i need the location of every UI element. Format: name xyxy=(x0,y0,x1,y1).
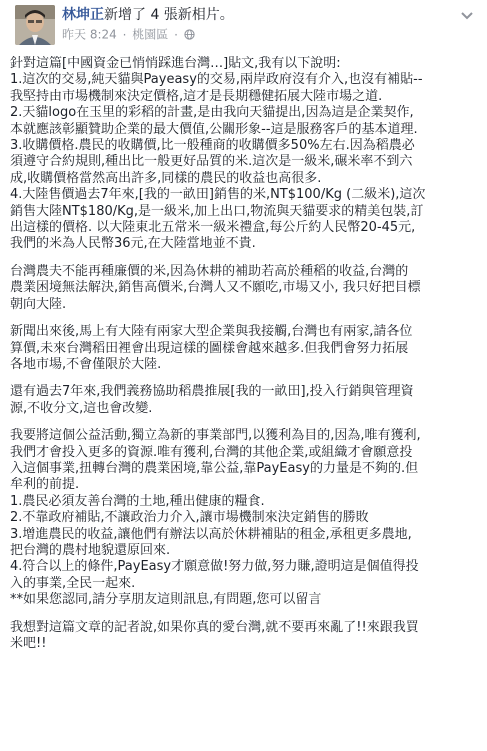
post-paragraph xyxy=(10,264,477,313)
author-line xyxy=(62,6,234,24)
post-text-line: 我要將這個公益活動,獨立為新的事業部門,以獲利為目的,因為,唯有獲利, xyxy=(10,428,421,444)
post-text-line: 1.這次的交易,純天貓與Payeasy的交易,兩岸政府沒有介入,也沒有補貼-- xyxy=(10,72,423,88)
post-text-line: 2.不靠政府補貼,不讓政治力介入,讓市場機制來決定銷售的勝敗 xyxy=(10,510,369,526)
post-text-line: 須遵守合約規則,種出比一般更好品質的米.這次是一級米,碾米率不到六 xyxy=(10,154,413,170)
post-text-line: 各地市場,不會僅限於大陸. xyxy=(10,356,162,372)
post-text-line: 銷售大陸NT$180/Kg,是一級米,加上出口,物流與天貓要求的精美包裝,訂 xyxy=(10,203,424,219)
post-header xyxy=(6,0,481,50)
post-paragraph xyxy=(10,428,477,608)
post-text-line: 米吧!! xyxy=(10,636,47,651)
chevron-down-icon[interactable] xyxy=(459,10,475,22)
post-text-line: 我們的米為人民幣36元,在大陸當地並不貴. xyxy=(10,236,256,252)
post-action-text: 新增了 4 張新相片。 xyxy=(104,7,234,23)
post-text-line: 本就應該彰顯贊助企業的最大價值,公關形象--這是服務客戶的基本道理. xyxy=(10,121,418,137)
post-text-line: 我想對這篇文章的記者說,如果你真的愛台灣,就不要再來亂了!!來跟我買 xyxy=(10,619,419,635)
author-name-link[interactable]: 林坤正 xyxy=(62,7,104,23)
post-text-line: 我們才會投入更多的資源.唯有獲利,台灣的其他企業,或組織才會願意投 xyxy=(10,444,413,460)
post-text-line: 成,收購價格當然高出許多,同樣的農民的收益也高很多. xyxy=(10,170,322,186)
meta-separator: · xyxy=(174,27,178,42)
post-text-line: 出這樣的價格. 以大陸東北五常米一級米禮盒,每公斤約人民幣20-45元, xyxy=(10,220,416,236)
post-text-line: 源,不收分文,這也會改變. xyxy=(10,400,153,416)
post-paragraph xyxy=(10,620,477,653)
post-timestamp[interactable]: 昨天 8:24 xyxy=(62,27,117,42)
post-location[interactable]: 桃園區 xyxy=(132,27,169,42)
post-text-line: 我堅持由市場機制來決定價格,這才是長期穩健拓展大陸市場之道. xyxy=(10,88,383,104)
post-text-line: 台灣農夫不能再種廉價的米,因為休耕的補助若高於種稻的收益,台灣的 xyxy=(10,263,409,279)
globe-icon[interactable] xyxy=(184,29,195,40)
post-text-line: 把台灣的農村地貌還原回來. xyxy=(10,542,171,558)
post-text-line: 1.農民必須友善台灣的土地,種出健康的糧食. xyxy=(10,493,265,509)
post-text-line: 農業困境無法解決,銷售高價米,台灣人又不願吃,市場又小, 我只好把目標 xyxy=(10,280,421,296)
post-text-line: 2.天貓logo在玉里的彩稻的計畫,是由我向天貓提出,因為這是企業契作, xyxy=(10,105,414,121)
post-text-line: 4.大陸售價過去7年來,[我的一畝田]銷售的米,NT$100/Kg (二級米),這次 xyxy=(10,187,426,203)
post-text-line: 新聞出來後,馬上有大陸有兩家大型企業與我接觸,台灣也有兩家,請各位 xyxy=(10,324,413,340)
post-text-line: 針對這篇[中國資金已悄悄踩進台灣…]貼文,我有以下說明: xyxy=(10,56,341,71)
post-meta xyxy=(62,26,195,43)
post-text-line: **如果您認同,請分享朋友這則訊息,有問題,您可以留言 xyxy=(10,592,322,608)
post-text-line: 入的事業,全民一起來. xyxy=(10,575,136,591)
post-paragraph xyxy=(10,324,477,373)
avatar-image xyxy=(15,5,55,45)
post-text-line: 入這個事業,扭轉台灣的農業困境,靠公益,靠PayEasy的力量是不夠的.但 xyxy=(10,460,419,476)
post-text-line: 4.符合以上的條件,PayEasy才願意做!努力做,努力賺,證明這是個值得投 xyxy=(10,559,419,575)
post-text-line: 算價,未來台灣稻田裡會出現這樣的圖樣會越來越多.但我們會努力拓展 xyxy=(10,340,409,356)
post-text-line: 牟利的前提. xyxy=(10,477,80,493)
post-paragraph xyxy=(10,384,477,417)
post-paragraph xyxy=(10,56,477,253)
post-text-line: 3.收購價格.農民的收購價,比一般種商的收購價多50%左右.因為稻農必 xyxy=(10,138,415,154)
avatar[interactable] xyxy=(15,5,55,45)
post-text-line: 朝向大陸. xyxy=(10,296,67,312)
meta-separator: · xyxy=(122,27,127,42)
post-body xyxy=(6,50,481,652)
post-text-line: 3.增進農民的收益,讓他們有辦法以高於休耕補貼的租金,承租更多農地, xyxy=(10,526,412,542)
post-text-line: 還有過去7年來,我們義務協助稻農推展[我的一畝田],投入行銷與管理資 xyxy=(10,384,414,400)
